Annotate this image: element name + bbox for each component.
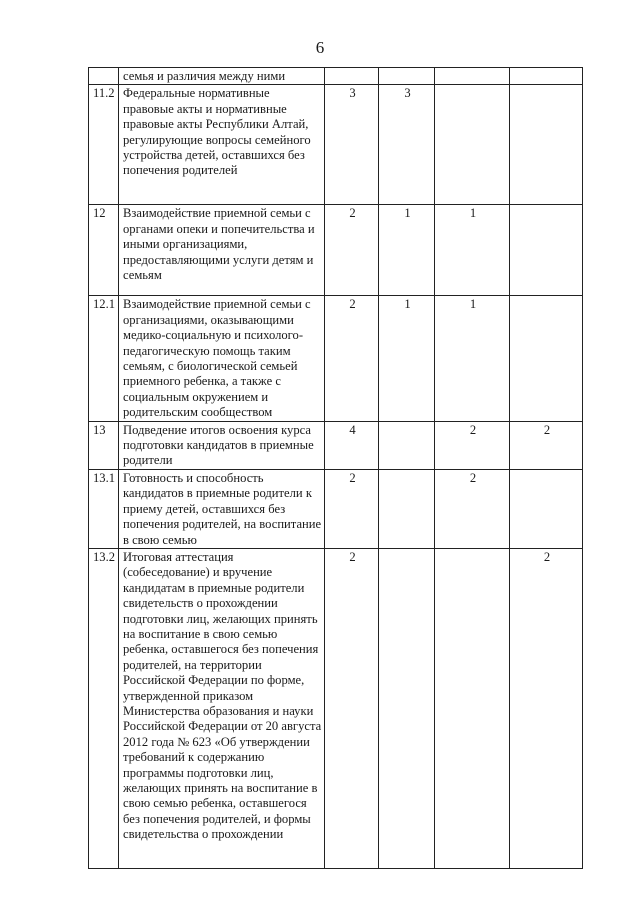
row-hours-col-c	[510, 68, 583, 85]
row-hours-col-b: 1	[435, 296, 510, 421]
row-number: 11.2	[89, 85, 119, 205]
row-topic: Федеральные нормативные правовые акты и нормативные правовые акты Республики Алтай, регулирующие вопросы семейного устройства детей, оставшихся без попечения родителей	[119, 85, 325, 205]
row-total-hours: 3	[325, 85, 379, 205]
row-hours-col-b	[435, 68, 510, 85]
row-topic: Готовность и способность кандидатов в приемные родители к приему детей, оставшихся без попечения родителей, на воспитание в свою семью	[119, 469, 325, 548]
row-topic: Подведение итогов освоения курса подготовки кандидатов в приемные родители	[119, 421, 325, 469]
row-hours-col-c	[510, 85, 583, 205]
row-hours-col-a: 3	[379, 85, 435, 205]
table-row	[89, 296, 583, 421]
row-number: 13	[89, 421, 119, 469]
row-hours-col-c: 2	[510, 421, 583, 469]
row-hours-col-c: 2	[510, 548, 583, 868]
curriculum-table	[88, 67, 583, 869]
row-total-hours: 2	[325, 548, 379, 868]
table-row	[89, 68, 583, 85]
row-hours-col-c	[510, 469, 583, 548]
row-topic: Итоговая аттестация (собеседование) и вручение кандидатам в приемные родители свидетельств о прохождении подготовки лиц, желающих принять на воспитание в свою семью ребенка, оставшегося без попечения родителей, на территории Российской Федерации по форме, утвержденной приказом Министерства образования и науки Российской Федерации от 20 августа 2012 года № 623 «Об утверждении требований к содержанию программы подготовки лиц, желающих принять на воспитание в свою семью ребенка, оставшегося без попечения родителей, и формы свидетельства о прохождении	[119, 548, 325, 868]
row-number: 12	[89, 205, 119, 296]
row-number: 12.1	[89, 296, 119, 421]
row-hours-col-b: 1	[435, 205, 510, 296]
row-total-hours	[325, 68, 379, 85]
row-hours-col-a	[379, 421, 435, 469]
row-total-hours: 4	[325, 421, 379, 469]
row-hours-col-a	[379, 548, 435, 868]
row-number	[89, 68, 119, 85]
row-hours-col-b	[435, 85, 510, 205]
row-total-hours: 2	[325, 296, 379, 421]
table-row	[89, 469, 583, 548]
row-hours-col-b	[435, 548, 510, 868]
row-total-hours: 2	[325, 469, 379, 548]
row-number: 13.1	[89, 469, 119, 548]
row-topic: Взаимодействие приемной семьи с организациями, оказывающими медико-социальную и психолого-педагогическую помощь таким семьям, с биологической семьей приемного ребенка, а также с социальным окружением и родительским сообществом	[119, 296, 325, 421]
table-row	[89, 205, 583, 296]
row-topic: семья и различия между ними	[119, 68, 325, 85]
row-total-hours: 2	[325, 205, 379, 296]
row-topic: Взаимодействие приемной семьи с органами опеки и попечительства и иными организациями, предоставляющими услуги детям и семьям	[119, 205, 325, 296]
row-hours-col-b: 2	[435, 469, 510, 548]
row-hours-col-a	[379, 469, 435, 548]
row-hours-col-c	[510, 296, 583, 421]
table-row	[89, 421, 583, 469]
row-number: 13.2	[89, 548, 119, 868]
table-row	[89, 85, 583, 205]
row-hours-col-b: 2	[435, 421, 510, 469]
row-hours-col-c	[510, 205, 583, 296]
page-number: 6	[315, 38, 325, 57]
row-hours-col-a: 1	[379, 205, 435, 296]
row-hours-col-a: 1	[379, 296, 435, 421]
row-hours-col-a	[379, 68, 435, 85]
table-row	[89, 548, 583, 868]
